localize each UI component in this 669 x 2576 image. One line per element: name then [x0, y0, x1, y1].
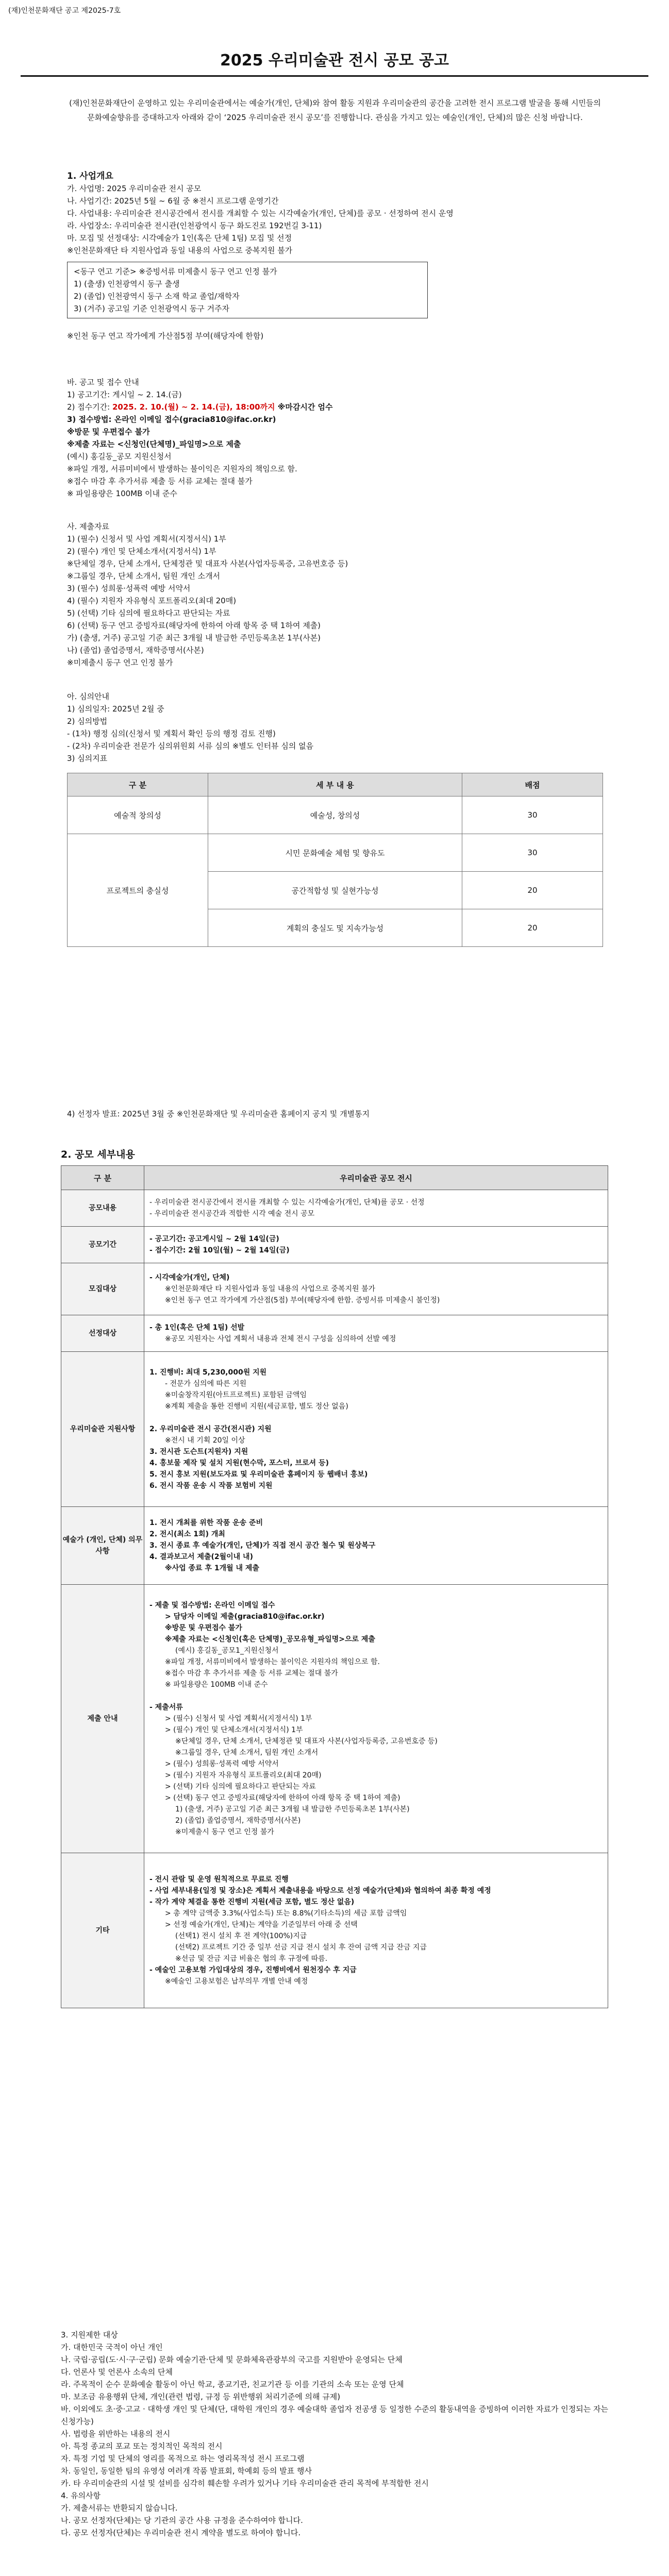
- page-title: 2025 우리미술관 전시 공모 공고: [220, 52, 449, 70]
- row-label: 우리미술관 지원사항: [61, 1352, 144, 1507]
- apply-period: [67, 401, 603, 413]
- s3-line: 마. 보조금 유용행위 단체, 개인(관련 법령, 규정 등 위반행위 처리기준에 의해 규제): [61, 2392, 341, 2401]
- row-line: 5. 전시 홍보 지원(보도자료 및 우리미술관 홈페이지 등 웹배너 홍보): [149, 1470, 368, 1479]
- row-line: ※계획 제출을 통한 진행비 지원(세금포함, 별도 정산 없음): [165, 1402, 348, 1411]
- criteria-table: [67, 773, 603, 947]
- section-4-heading: 4. 유의사항: [61, 2491, 101, 2500]
- row-line: ※미제출시 동구 연고 인정 불가: [175, 1828, 274, 1836]
- table-row: [61, 1263, 608, 1315]
- doc-number: (재)인천문화재단 공고 제2025-7호: [8, 7, 121, 15]
- row-line: ※방문 및 우편접수 불가: [165, 1624, 242, 1632]
- s1-line: 나. 사업기간: 2025년 5월 ~ 6월 중 ※전시 프로그램 운영기간: [67, 196, 279, 206]
- row-line: > 총 계약 금액중 3.3%(사업소득) 또는 8.8%(기타소득)의 세금 포함 금액임: [165, 1909, 407, 1918]
- row-line: > 담당자 이메일 제출(gracia810@ifac.or.kr): [165, 1613, 325, 1621]
- docs-section: [67, 520, 603, 669]
- s1-line: 라. 사업장소: 우리미술관 전시관(인천광역시 동구 화도진로 192번길 3-11): [67, 221, 322, 230]
- row-line: ※인천문화재단 타 지원사업과 동일 내용의 사업으로 중복지원 불가: [165, 1285, 376, 1293]
- table-row: [61, 1315, 608, 1352]
- apply-period-label: 2) 접수기간:: [67, 402, 112, 412]
- docs-line: ※그룹일 경우, 단체 소개서, 팀원 개인 소개서: [67, 571, 221, 581]
- s4-line: 나. 공모 선정자(단체)는 당 기관의 공간 사용 규정을 준수하여야 합니다.: [61, 2516, 303, 2525]
- box-line: 2) (졸업) 인천광역시 동구 소재 학교 졸업/재학자: [74, 292, 240, 301]
- docs-line: ※단체일 경우, 단체 소개서, 단체정관 및 대표자 사본(사업자등록증, 고유번호증 등): [67, 559, 348, 568]
- row-line: - 제출서류: [149, 1703, 183, 1711]
- apply-method: 3) 접수방법: 온라인 이메일 접수(gracia810@ifac.or.kr): [67, 415, 276, 424]
- section-3-heading: 3. 지원제한 대상: [61, 2330, 118, 2340]
- s4-line: 다. 공모 선정자(단체)는 우리미술관 전시 계약을 별도로 하여야 합니다.: [61, 2528, 301, 2537]
- docs-line: 6) (선택) 동구 연고 증빙자료(해당자에 한하여 아래 항목 중 택 1하여 제출): [67, 621, 321, 630]
- dong-gu-box: [67, 262, 428, 318]
- row-line: - 제출 및 접수방법: 온라인 이메일 접수: [149, 1601, 275, 1609]
- s1-line: 마. 모집 및 선정대상: 시각예술가 1인(혹은 단체 1팀) 모집 및 선정: [67, 233, 292, 243]
- row-line: - 예술인 고용보험 가입대상의 경우, 진행비에서 원천징수 후 지급: [149, 1966, 357, 1974]
- row-line: - 우리미술관 전시공간에서 전시를 개최할 수 있는 시각예술가(개인, 단체)를 공모 · 선정: [149, 1198, 425, 1207]
- apply-period-note: ※마감시간 엄수: [275, 402, 333, 412]
- row-line: 2. 우리미술관 전시 공간(전시관) 지원: [149, 1425, 272, 1433]
- row-line: (예시) 홍길동_공모1_지원신청서: [175, 1647, 279, 1655]
- row-content: [144, 1263, 608, 1315]
- criteria-detail: 계획의 충실도 및 지속가능성: [208, 909, 462, 947]
- table-row: [61, 1227, 608, 1263]
- criteria-detail: 시민 문화예술 체험 및 향유도: [208, 834, 462, 872]
- row-line: > (선택) 동구 연고 증빙자료(해당자에 한하여 아래 항목 중 택 1하여 제출): [165, 1794, 400, 1802]
- row-line: 1. 진행비: 최대 5,230,000원 지원: [149, 1368, 267, 1377]
- s4-line: 가. 제출서류는 반환되지 않습니다.: [61, 2503, 178, 2513]
- review-line: 3) 심의지표: [67, 754, 108, 763]
- review-line: 2) 심의방법: [67, 717, 108, 726]
- s3-line: 아. 특정 종교의 포교 또는 정치적인 목적의 전시: [61, 2442, 223, 2451]
- s1-line: 가. 사업명: 2025 우리미술관 전시 공모: [67, 184, 202, 193]
- row-label: 예술가 (개인, 단체) 의무사항: [61, 1507, 144, 1585]
- row-content: [144, 1507, 608, 1585]
- criteria-score: 30: [462, 796, 603, 834]
- apply-heading: 바. 공고 및 접수 안내: [67, 378, 139, 387]
- s1-line: ※인천문화재단 타 지원사업과 동일 내용의 사업으로 중복지원 불가: [67, 246, 293, 255]
- row-line: - 전시 관람 및 운영 원칙적으로 무료로 진행: [149, 1875, 289, 1884]
- row-line: 1. 전시 개최를 위한 작품 운송 준비: [149, 1519, 263, 1527]
- result-text: 4) 선정자 발표: 2025년 3월 중 ※인천문화재단 및 우리미술관 홈페이지 공지 및 개별통지: [67, 1109, 370, 1118]
- review-heading: 아. 심의안내: [67, 692, 109, 701]
- row-line: ※사업 종료 후 1개월 내 제출: [165, 1564, 259, 1572]
- row-line: 2) (졸업) 졸업증명서, 재학증명서(사본): [175, 1817, 301, 1825]
- row-line: ※제출 자료는 <신청인(혹은 단체명)_공모유형_파일명>으로 제출: [165, 1635, 375, 1643]
- docs-line: 3) (필수) 성희롱·성폭력 예방 서약서: [67, 584, 191, 593]
- row-label: 기타: [61, 1853, 144, 2008]
- apply-line: 1) 공고기간: 게시일 ~ 2. 14.(금): [67, 390, 182, 399]
- row-line: - 공고기간: 공고게시일 ~ 2월 14일(금): [149, 1235, 279, 1243]
- s3-line: 라. 주목적이 순수 문화예술 활동이 아닌 학교, 종교기관, 친교기관 등 이를 기관의 소속 또는 운영 단체: [61, 2380, 404, 2389]
- detail-header: 우리미술관 공모 전시: [144, 1166, 608, 1190]
- title-divider: [21, 75, 648, 77]
- row-line: 4. 홍보물 제작 및 설치 지원(현수막, 포스터, 브로셔 등): [149, 1459, 329, 1467]
- docs-line: ※미제출시 동구 연고 인정 불가: [67, 658, 173, 667]
- section-3: [61, 2329, 608, 2539]
- table-row: [61, 1853, 608, 2008]
- s3-line: 사. 법령을 위반하는 내용의 전시: [61, 2429, 171, 2438]
- section-1-heading: 1. 사업개요: [67, 171, 113, 181]
- criteria-detail: 예술성, 창의성: [208, 796, 462, 834]
- s3-line: 카. 타 우리미술관의 시설 및 설비를 심각히 훼손할 우려가 있거나 기타 우리미술관 관리 목적에 부적합한 전시: [61, 2479, 429, 2488]
- apply-note: ※제출 자료는 <신청인(단체명)_파일명>으로 제출: [67, 439, 241, 449]
- table-row: [61, 1585, 608, 1853]
- row-line: ※예술인 고용보험은 납부의무 개별 안내 예정: [165, 1977, 308, 1986]
- table-row: [61, 1190, 608, 1227]
- row-line: ※선금 및 잔금 지급 비율은 협의 후 규정에 따름.: [175, 1955, 328, 1963]
- s3-line: 바. 이외에도 초·중·고교 · 대학생 개인 및 단체(단, 대학원 개인의 경우 예술대학 졸업자 전공생 등 일정한 수준의 활동내역을 증빙하여 이러한 자료가 인정되는 자는 신청가능): [61, 2404, 608, 2426]
- section-2-heading: 2. 공모 세부내용: [61, 1149, 135, 1160]
- row-content: [144, 1853, 608, 2008]
- criteria-score: 30: [462, 834, 603, 872]
- row-label: 공모내용: [61, 1190, 144, 1227]
- table-row: [61, 1507, 608, 1585]
- row-line: ※공모 지원자는 사업 계획서 내용과 전체 전시 구성을 심의하여 선발 예정: [165, 1335, 396, 1343]
- box-line: 1) (출생) 인천광역시 동구 출생: [74, 279, 180, 289]
- docs-line: 가) (출생, 거주) 공고일 기준 최근 3개월 내 발급한 주민등록초본 1부(사본): [67, 633, 321, 642]
- docs-line: 2) (필수) 개인 및 단체소개서(지정서식) 1부: [67, 547, 216, 556]
- docs-heading: 사. 제출자료: [67, 522, 109, 531]
- docs-line: 1) (필수) 신청서 및 사업 계획서(지정서식) 1부: [67, 534, 226, 544]
- table-row: [61, 1352, 608, 1507]
- apply-period-dates: 2025. 2. 10.(월) ~ 2. 14.(금), 18:00까지: [112, 402, 275, 412]
- apply-line: ※ 파일용량은 100MB 이내 준수: [67, 489, 177, 498]
- row-line: - 시각예술가(개인, 단체): [149, 1274, 230, 1282]
- row-line: > 선정 예술가(개인, 단체)는 계약을 기준일부터 아래 중 선택: [165, 1921, 358, 1929]
- row-line: 3. 전시 종료 후 예술가(개인, 단체)가 직접 전시 공간 철수 및 원상복구: [149, 1541, 376, 1550]
- box-line: <동구 연고 기준> ※증빙서류 미제출시 동구 연고 인정 불가: [74, 267, 277, 276]
- row-line: ※전시 내 기획 20일 이상: [165, 1436, 245, 1445]
- row-line: (선택2) 프로젝트 기간 중 일부 선금 지급 전시 설치 후 잔여 금액 지급 잔금 지급: [175, 1943, 427, 1952]
- criteria-category: 프로젝트의 충실성: [68, 834, 208, 947]
- row-content: [144, 1315, 608, 1352]
- row-line: > (선택) 기타 심의에 필요하다고 판단되는 자료: [165, 1783, 316, 1791]
- row-line: 4. 결과보고서 제출(2월이내 내): [149, 1553, 253, 1561]
- row-line: - 총 1인(혹은 단체 1팀) 선발: [149, 1324, 245, 1332]
- row-label: 선정대상: [61, 1315, 144, 1352]
- row-line: - 접수기간: 2월 10일(월) ~ 2월 14일(금): [149, 1246, 290, 1255]
- row-line: ※접수 마감 후 추가서류 제출 등 서류 교체는 절대 불가: [165, 1669, 338, 1677]
- row-line: ※미술창작지원(아트프로젝트) 포함된 금액임: [165, 1391, 307, 1399]
- review-line: - (2차) 우리미술관 전문가 심의위원회 서류 심의 ※별도 인터뷰 심의 없음: [67, 741, 314, 751]
- apply-note: ※방문 및 우편접수 불가: [67, 427, 150, 436]
- s3-line: 차. 동일인, 동일한 팀의 유영성 여러개 작품 발표회, 학예회 등의 발표 행사: [61, 2466, 312, 2476]
- row-line: - 사업 세부내용(일정 및 장소)은 계획서 제출내용을 바탕으로 선정 예술가(단체)와 협의하여 최종 확정 예정: [149, 1887, 491, 1895]
- row-line: > (필수) 성희롱·성폭력 예방 서약서: [165, 1760, 279, 1768]
- result-line: [67, 1108, 603, 1120]
- docs-line: 나) (졸업) 졸업증명서, 재학증명서(사본): [67, 646, 204, 655]
- s3-line: 나. 국립·공립(도·시·구·군립) 문화 예술기관·단체 및 문화체육관광부의 국고를 지원받아 운영되는 단체: [61, 2355, 403, 2364]
- box-line: 3) (거주) 공고일 기준 인천광역시 동구 거주자: [74, 304, 230, 313]
- row-label: 모집대상: [61, 1263, 144, 1315]
- apply-line: (예시) 홍길동_공모 지원신청서: [67, 452, 172, 461]
- row-line: 3. 전시관 도슨트(지원자) 지원: [149, 1448, 248, 1456]
- criteria-header: 세 부 내 용: [208, 773, 462, 796]
- s3-line: 자. 특정 기업 및 단체의 영리를 목적으로 하는 영리목적성 전시 프로그램: [61, 2454, 305, 2463]
- row-line: - 전문가 심의에 따른 지원: [165, 1380, 247, 1388]
- row-label: 공모기간: [61, 1227, 144, 1263]
- detail-table: [61, 1165, 608, 2008]
- table-row: [68, 796, 603, 834]
- s3-line: 다. 언론사 및 언론사 소속의 단체: [61, 2367, 173, 2377]
- row-content: [144, 1352, 608, 1507]
- apply-line: ※접수 마감 후 추가서류 제출 등 서류 교체는 절대 불가: [67, 477, 253, 486]
- review-line: 1) 심의일자: 2025년 2월 중: [67, 704, 164, 714]
- criteria-detail: 공간적합성 및 실현가능성: [208, 872, 462, 909]
- row-line: 1) (출생, 거주) 공고일 기준 최근 3개월 내 발급한 주민등록초본 1부(사본): [175, 1805, 410, 1814]
- criteria-category: 예술적 창의성: [68, 796, 208, 834]
- row-line: > (필수) 지원자 자유형식 포트폴리오(최대 20매): [165, 1771, 322, 1780]
- docs-line: 4) (필수) 지원자 자유형식 포트폴리오(최대 20매): [67, 596, 237, 605]
- row-line: 2. 전시(최소 1회) 개최: [149, 1530, 225, 1538]
- docs-line: 5) (선택) 기타 심의에 필요하다고 판단되는 자료: [67, 608, 230, 618]
- section-1: [67, 170, 603, 257]
- row-line: [149, 1412, 603, 1423]
- box-note-text: ※인천 동구 연고 작가에게 가산점5점 부여(해당자에 한함): [67, 331, 264, 341]
- s1-line: 다. 사업내용: 우리미술관 전시공간에서 전시를 개최할 수 있는 시각예술가(개인, 단체)를 공모 · 선정하여 전시 운영: [67, 209, 454, 218]
- row-line: ※파일 개정, 서류미비에서 발생하는 불이익은 지원자의 책임으로 함.: [165, 1658, 380, 1666]
- criteria-score: 20: [462, 909, 603, 947]
- review-section: [67, 690, 603, 765]
- row-line: (선택1) 전시 설치 후 전 계약(100%)지급: [175, 1932, 307, 1940]
- row-content: [144, 1585, 608, 1853]
- row-line: [149, 1690, 603, 1702]
- table-row: [68, 834, 603, 872]
- row-line: ※그룹일 경우, 단체 소개서, 팀원 개인 소개서: [175, 1749, 319, 1757]
- row-line: ※단체일 경우, 단체 소개서, 단체정관 및 대표자 사본(사업자등록증, 고유번호증 등): [175, 1737, 438, 1745]
- row-line: ※ 파일용량은 100MB 이내 준수: [165, 1681, 268, 1689]
- row-line: > (필수) 신청서 및 사업 계획서(지정서식) 1부: [165, 1715, 312, 1723]
- row-line: - 우리미술관 전시공간과 적합한 시각 예술 전시 공모: [149, 1210, 315, 1218]
- row-line: 6. 전시 작품 운송 시 작품 보험비 지원: [149, 1482, 273, 1490]
- row-label: 제출 안내: [61, 1585, 144, 1853]
- s3-line: 가. 대한민국 국적이 아닌 개인: [61, 2343, 163, 2352]
- criteria-header: 구 분: [68, 773, 208, 796]
- box-note: [67, 330, 603, 342]
- row-line: ※인천 동구 연고 작가에게 가산점(5점) 부여(해당자에 한함. 증빙서류 미제출시 불인정): [165, 1296, 440, 1304]
- row-content: [144, 1190, 608, 1227]
- apply-section: [67, 376, 603, 500]
- intro-paragraph: (재)인천문화재단이 운영하고 있는 우리미술관에서는 예술가(개인, 단체)와 참여 활동 지원과 우리미술관의 공간을 고려한 전시 프로그램 발굴을 통해 시민들의 문화예술향유를 증대하고자 아래와 같이 ‘2025 우리미술관 전시 공모’를 진행합니다. 관심을 가지고 있는 예술인(개인, 단체)의 많은 신청 바랍니다.: [69, 98, 601, 122]
- row-line: > (필수) 개인 및 단체소개서(지정서식) 1부: [165, 1726, 303, 1734]
- review-line: - (1차) 행정 심의(신청서 및 계획서 확인 등의 행정 검토 진행): [67, 729, 276, 738]
- apply-line: ※파일 개정, 서류미비에서 발생하는 불이익은 지원자의 책임으로 함.: [67, 464, 297, 473]
- row-content: [144, 1227, 608, 1263]
- criteria-header: 배점: [462, 773, 603, 796]
- row-line: - 작가 계약 체결을 통한 진행비 지원(세금 포함, 별도 정산 없음): [149, 1898, 355, 1906]
- criteria-score: 20: [462, 872, 603, 909]
- detail-header: 구 분: [61, 1166, 144, 1190]
